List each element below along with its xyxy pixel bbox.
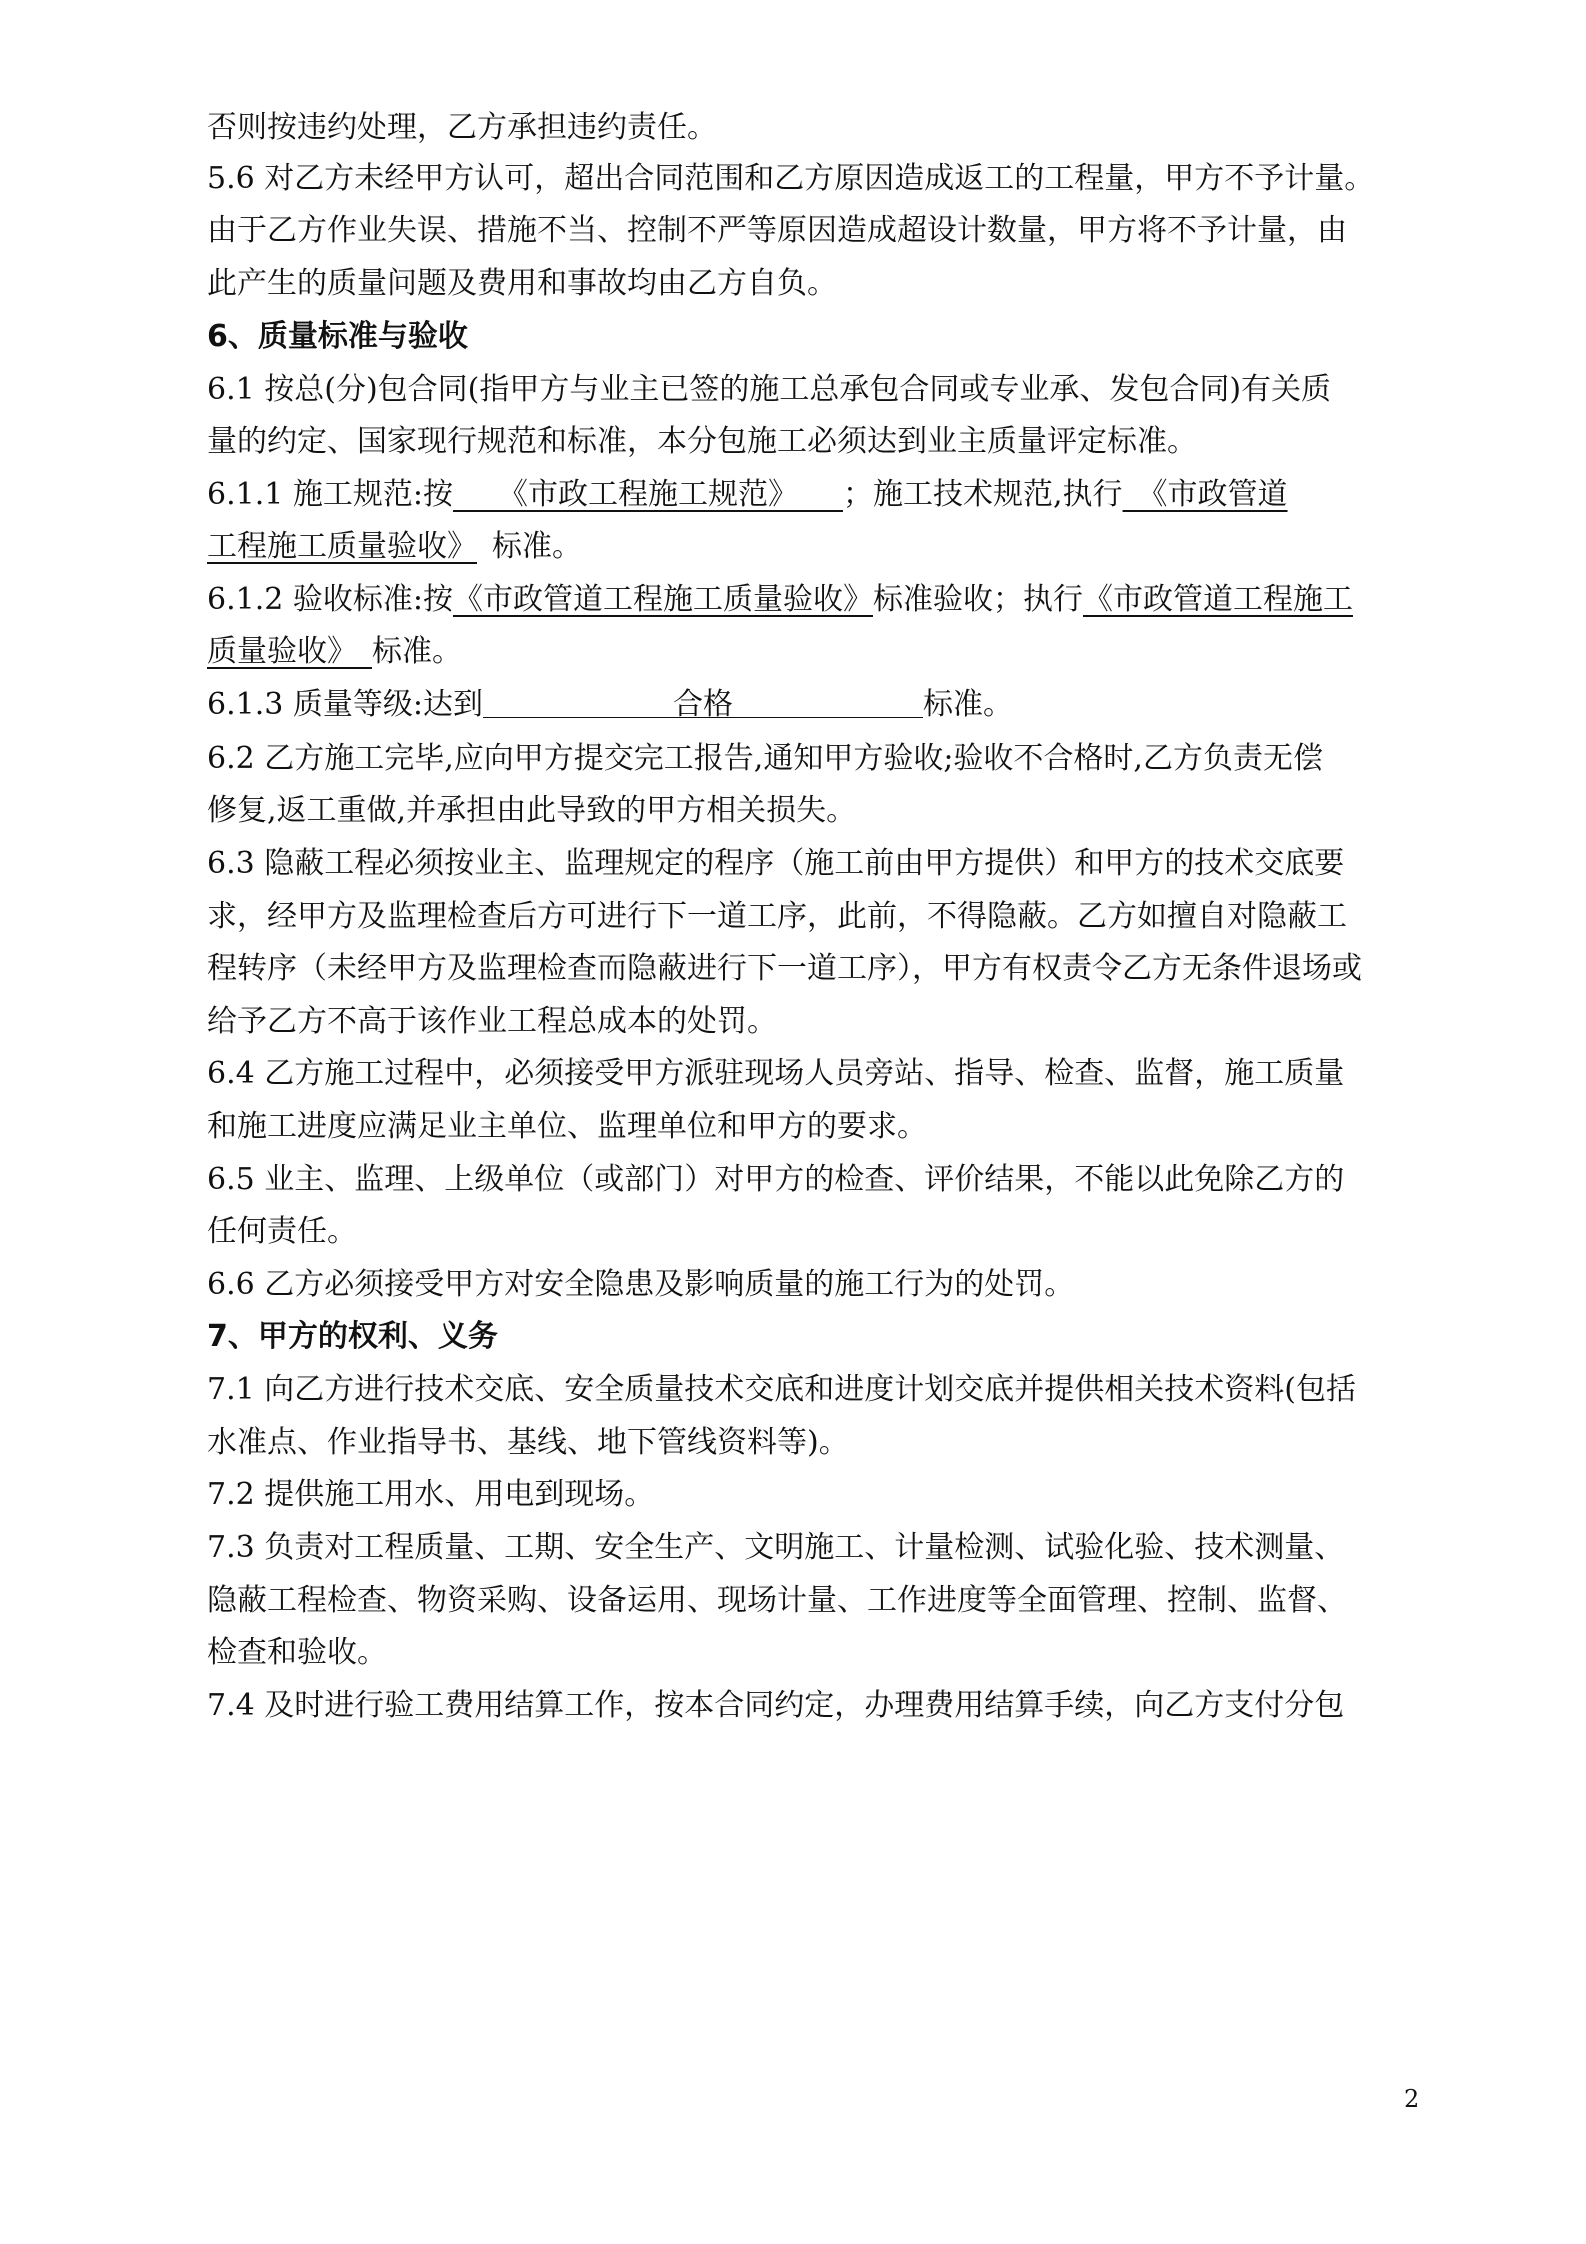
acceptance-standard-value-2-part2: 质量验收》 — [207, 634, 357, 669]
clause-6-1-2-middle: 标准验收；执行 — [872, 582, 1083, 617]
page-number: 2 — [1404, 2085, 1420, 2113]
text-line: 此产生的质量问题及费用和事故均由乙方自负。 — [207, 266, 837, 301]
text-line: 7.3 负责对工程质量、工期、安全生产、文明施工、计量检测、试验化验、技术测量、 — [207, 1530, 1345, 1565]
clause-6-1-1-prefix: 6.1.1 施工规范:按 — [207, 477, 453, 512]
acceptance-standard-field-2-part1: 《市政管道工程施工 — [1082, 582, 1353, 617]
clause-6-1-1-line — [207, 473, 1435, 517]
text-line: 修复,返工重做,并承担由此导致的甲方相关损失。 — [207, 793, 857, 828]
text-line: 给予乙方不高于该作业工程总成本的处罚。 — [207, 1004, 777, 1039]
construction-spec-field — [453, 477, 843, 512]
clause-6-1-1-line-2 — [207, 525, 1435, 569]
tech-spec-field-part1 — [1123, 477, 1288, 512]
clause-6-1-3-line — [207, 683, 1435, 727]
text-line: 6.1 按总(分)包合同(指甲方与业主已签的施工总承包合同或专业承、发包合同)有关质 — [207, 372, 1332, 407]
text-line: 程转序（未经甲方及监理检查而隐蔽进行下一道工序），甲方有权责令乙方无条件退场或 — [207, 951, 1362, 986]
text-line: 6.6 乙方必须接受甲方对安全隐患及影响质量的施工行为的处罚。 — [207, 1267, 1075, 1302]
tech-spec-value-part1: 《市政管道 — [1137, 477, 1288, 512]
text-line: 6.3 隐蔽工程必须按业主、监理规定的程序（施工前由甲方提供）和甲方的技术交底要 — [207, 846, 1345, 881]
clause-6-1-1-suffix: 标准。 — [492, 529, 582, 564]
text-line: 7.1 向乙方进行技术交底、安全质量技术交底和进度计划交底并提供相关技术资料(包括 — [207, 1372, 1356, 1407]
construction-spec-value: 《市政工程施工规范》 — [497, 477, 798, 512]
text-line: 7.2 提供施工用水、用电到现场。 — [207, 1477, 655, 1512]
text-line: 和施工进度应满足业主单位、监理单位和甲方的要求。 — [207, 1109, 927, 1144]
text-line: 水准点、作业指导书、基线、地下管线资料等)。 — [207, 1425, 849, 1460]
clause-6-1-2-line-2 — [207, 630, 1435, 674]
clause-6-1-2-prefix: 6.1.2 验收标准:按 — [207, 582, 453, 617]
text-line: 由于乙方作业失误、措施不当、控制不严等原因造成超设计数量，甲方将不予计量，由 — [207, 213, 1347, 248]
text-line: 5.6 对乙方未经甲方认可，超出合同范围和乙方原因造成返工的工程量，甲方不予计量。 — [207, 161, 1375, 196]
quality-grade-field — [483, 683, 923, 722]
text-line: 6.4 乙方施工过程中，必须接受甲方派驻现场人员旁站、指导、检查、监督，施工质量 — [207, 1056, 1345, 1091]
section-heading-6: 6、质量标准与验收 — [207, 319, 468, 354]
tech-spec-field-part2: 工程施工质量验收》 — [207, 529, 477, 564]
clause-6-1-3-suffix: 标准。 — [922, 687, 1013, 722]
clause-6-1-1-middle: ；施工技术规范,执行 — [842, 477, 1123, 512]
quality-grade-value: 合格 — [672, 687, 733, 722]
text-line: 隐蔽工程检查、物资采购、设备运用、现场计量、工作进度等全面管理、控制、监督、 — [207, 1583, 1347, 1618]
text-line: 7.4 及时进行验工费用结算工作，按本合同约定，办理费用结算手续，向乙方支付分包 — [207, 1688, 1345, 1723]
text-line: 否则按违约处理，乙方承担违约责任。 — [207, 110, 717, 145]
text-line: 量的约定、国家现行规范和标准，本分包施工必须达到业主质量评定标准。 — [207, 424, 1197, 459]
acceptance-standard-field-2-part2 — [207, 634, 372, 669]
clause-6-1-2-suffix: 标准。 — [372, 634, 462, 669]
section-heading-7: 7、甲方的权利、义务 — [207, 1319, 498, 1354]
acceptance-standard-field: 《市政管道工程施工质量验收》 — [452, 582, 873, 617]
text-line: 求，经甲方及监理检查后方可进行下一道工序，此前，不得隐蔽。乙方如擅自对隐蔽工 — [207, 899, 1347, 934]
text-line: 6.2 乙方施工完毕,应向甲方提交完工报告,通知甲方验收;验收不合格时,乙方负责无偿 — [207, 741, 1323, 776]
clause-6-1-2-line — [207, 578, 1435, 622]
text-line: 任何责任。 — [207, 1214, 357, 1249]
text-line: 检查和验收。 — [207, 1635, 387, 1670]
clause-6-1-3-prefix: 6.1.3 质量等级:达到 — [207, 687, 483, 722]
text-line: 6.5 业主、监理、上级单位（或部门）对甲方的检查、评价结果，不能以此免除乙方的 — [207, 1162, 1345, 1197]
